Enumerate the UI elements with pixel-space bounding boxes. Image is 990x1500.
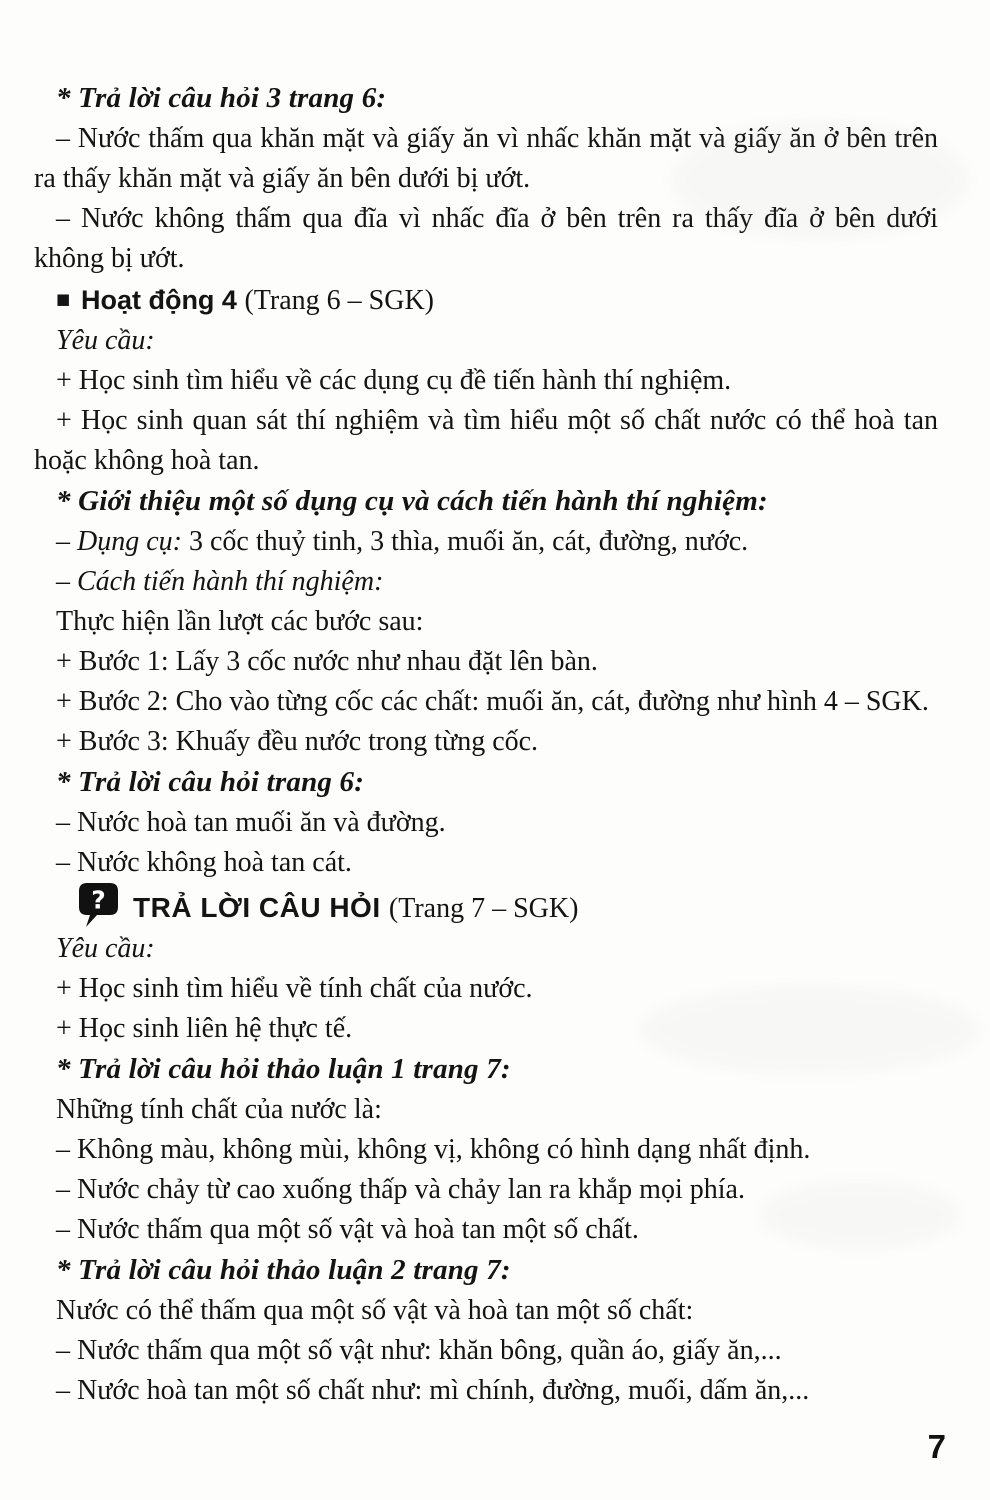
text-segment: (Trang 7 – SGK) [388,893,579,924]
step-paragraph [34,642,938,682]
body-paragraph [34,843,938,883]
qa-section-heading [34,883,938,929]
text-segment: Thực hiện lần lượt các bước sau: [56,606,424,637]
question-bubble-icon [56,883,119,929]
svg-text:?: ? [91,885,106,915]
body-paragraph [34,1009,938,1049]
answer-heading-p6 [34,762,938,803]
text-segment: + Học sinh tìm hiểu về các dụng cụ đề tiến hành thí nghiệm. [56,365,732,396]
body-paragraph [34,119,938,199]
body-paragraph [34,1130,938,1170]
answer-heading-discussion1-p7 [34,1049,938,1090]
body-paragraph [34,1291,938,1331]
body-paragraph [34,361,938,401]
body-paragraph [34,969,938,1009]
intro-heading [34,481,938,522]
text-segment: + Bước 2: Cho vào từng cốc các chất: muối ăn, cát, đường như hình 4 – SGK. [56,686,929,717]
text-segment: (Trang 6 – SGK) [244,285,434,316]
text-segment: * Trả lời câu hỏi trang 6: [56,766,365,798]
step-paragraph [34,722,938,762]
text-segment: Những tính chất của nước là: [56,1094,382,1125]
text-segment: – Nước thấm qua một số vật như: khăn bông, quần áo, giấy ăn,... [56,1335,782,1366]
body-paragraph [34,1210,938,1250]
body-paragraph [34,602,938,642]
text-segment: + Học sinh tìm hiểu về tính chất của nước. [56,973,533,1004]
body-paragraph [34,562,938,602]
answer-heading-discussion2-p7 [34,1250,938,1291]
body-paragraph [34,199,938,279]
text-segment: ■ [56,290,81,308]
text-segment: – Nước thấm qua một số vật và hoà tan một số chất. [56,1214,639,1245]
text-segment: * Trả lời câu hỏi 3 trang 6: [56,82,387,114]
text-segment: – Nước không hoà tan cát. [56,847,352,878]
text-segment: – [56,566,77,597]
text-segment: Hoạt động 4 [80,285,245,315]
text-segment: Yêu cầu: [56,325,155,356]
requirement-label [34,929,938,969]
requirement-label [34,321,938,361]
text-segment: – Nước hoà tan muối ăn và đường. [56,807,446,838]
body-paragraph [34,1331,938,1371]
text-segment: – Nước chảy từ cao xuống thấp và chảy lan ra khắp mọi phía. [56,1174,745,1205]
page-number: 7 [927,1428,946,1465]
text-segment: + Bước 1: Lấy 3 cốc nước như nhau đặt lên bàn. [56,646,598,677]
activity-heading [34,279,938,321]
body-paragraph [34,1371,938,1411]
text-segment: + Học sinh liên hệ thực tế. [56,1013,353,1044]
text-segment: Dụng cụ: [77,526,182,557]
text-segment: * Trả lời câu hỏi thảo luận 2 trang 7: [56,1254,511,1286]
body-paragraph [34,1170,938,1210]
text-segment: TRẢ LỜI CÂU HỎI [133,892,389,923]
text-segment: – Nước hoà tan một số chất như: mì chính, đường, muối, dấm ăn,... [56,1375,810,1406]
answer-heading-q3-p6 [34,78,938,119]
text-segment: * Trả lời câu hỏi thảo luận 1 trang 7: [56,1053,511,1085]
text-segment: + Học sinh quan sát thí nghiệm và tìm hiểu một số chất nước có thể hoà tan hoặc không hoà tan. [34,405,938,476]
body-paragraph [34,803,938,843]
step-paragraph [34,682,938,722]
text-segment: Cách tiến hành thí nghiệm: [77,566,384,597]
text-segment: + Bước 3: Khuấy đều nước trong từng cốc. [56,726,539,757]
text-segment: * Giới thiệu một số dụng cụ và cách tiến hành thí nghiệm: [56,485,768,517]
text-segment: – Nước thấm qua khăn mặt và giấy ăn vì nhấc khăn mặt và giấy ăn ở bên trên ra thấy khăn mặt và giấy ăn bên dưới bị ướt. [34,123,938,194]
text-segment: – Không màu, không mùi, không vị, không có hình dạng nhất định. [56,1134,811,1165]
text-segment: Nước có thể thấm qua một số vật và hoà tan một số chất: [56,1295,694,1326]
body-paragraph [34,522,938,562]
text-segment: – [56,526,77,557]
body-paragraph [34,1090,938,1130]
body-paragraph [34,401,938,481]
text-segment: 3 cốc thuỷ tinh, 3 thìa, muối ăn, cát, đường, nước. [181,526,749,557]
text-segment: – Nước không thấm qua đĩa vì nhấc đĩa ở bên trên ra thấy đĩa ở bên dưới không bị ướt. [34,203,938,274]
text-segment: Yêu cầu: [56,933,155,964]
